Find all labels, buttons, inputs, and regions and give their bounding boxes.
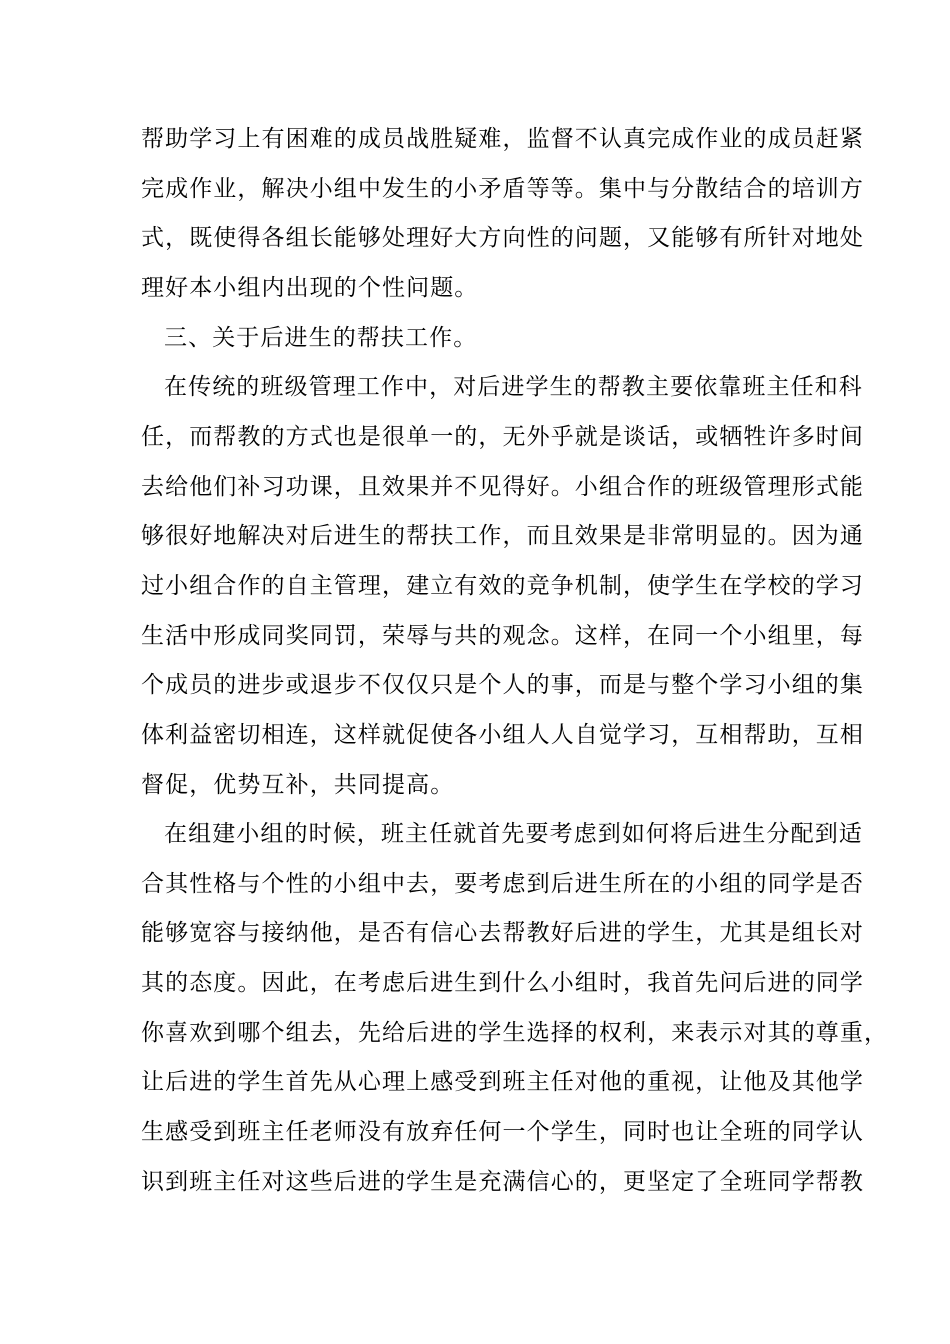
paragraph-line: 识到班主任对这些后进的学生是充满信心的，更坚定了全班同学帮教	[141, 1169, 864, 1195]
paragraph-line: 去给他们补习功课，且效果并不见得好。小组合作的班级管理形式能	[141, 474, 864, 500]
paragraph-line: 能够宽容与接纳他，是否有信心去帮教好后进的学生，尤其是组长对	[141, 920, 864, 946]
paragraph-line: 式，既使得各组长能够处理好大方向性的问题，又能够有所针对地处	[141, 225, 864, 251]
paragraph-line: 体利益密切相连，这样就促使各小组人人自觉学习，互相帮助，互相	[141, 722, 864, 748]
section-heading: 三、关于后进生的帮扶工作。	[164, 325, 478, 351]
paragraph-line: 合其性格与个性的小组中去，要考虑到后进生所在的小组的同学是否	[141, 871, 864, 897]
paragraph-line: 在组建小组的时候，班主任就首先要考虑到如何将后进生分配到适	[164, 821, 863, 847]
paragraph-line: 个成员的进步或退步不仅仅只是个人的事，而是与整个学习小组的集	[141, 672, 864, 698]
paragraph-line: 帮助学习上有困难的成员战胜疑难，监督不认真完成作业的成员赶紧	[141, 126, 864, 152]
paragraph-line: 在传统的班级管理工作中，对后进学生的帮教主要依靠班主任和科	[164, 374, 863, 400]
paragraph-line: 过小组合作的自主管理，建立有效的竞争机制，使学生在学校的学习	[141, 573, 864, 599]
paragraph-line: 理好本小组内出现的个性问题。	[141, 275, 479, 301]
paragraph-line: 完成作业，解决小组中发生的小矛盾等等。集中与分散结合的培训方	[141, 176, 864, 202]
paragraph-line: 督促，优势互补，共同提高。	[141, 772, 455, 798]
paragraph-line: 其的态度。因此，在考虑后进生到什么小组时，我首先问后进的同学	[141, 970, 864, 996]
paragraph-line: 生活中形成同奖同罚，荣辱与共的观念。这样，在同一个小组里，每	[141, 623, 864, 649]
paragraph-line: 任，而帮教的方式也是很单一的，无外乎就是谈话，或牺牲许多时间	[141, 424, 864, 450]
paragraph-line: 你喜欢到哪个组去，先给后进的学生选择的权利，来表示对其的尊重，	[141, 1020, 889, 1046]
paragraph-line: 让后进的学生首先从心理上感受到班主任对他的重视，让他及其他学	[141, 1069, 864, 1095]
paragraph-line: 够很好地解决对后进生的帮扶工作，而且效果是非常明显的。因为通	[141, 523, 864, 549]
paragraph-line: 生感受到班主任老师没有放弃任何一个学生，同时也让全班的同学认	[141, 1119, 864, 1145]
